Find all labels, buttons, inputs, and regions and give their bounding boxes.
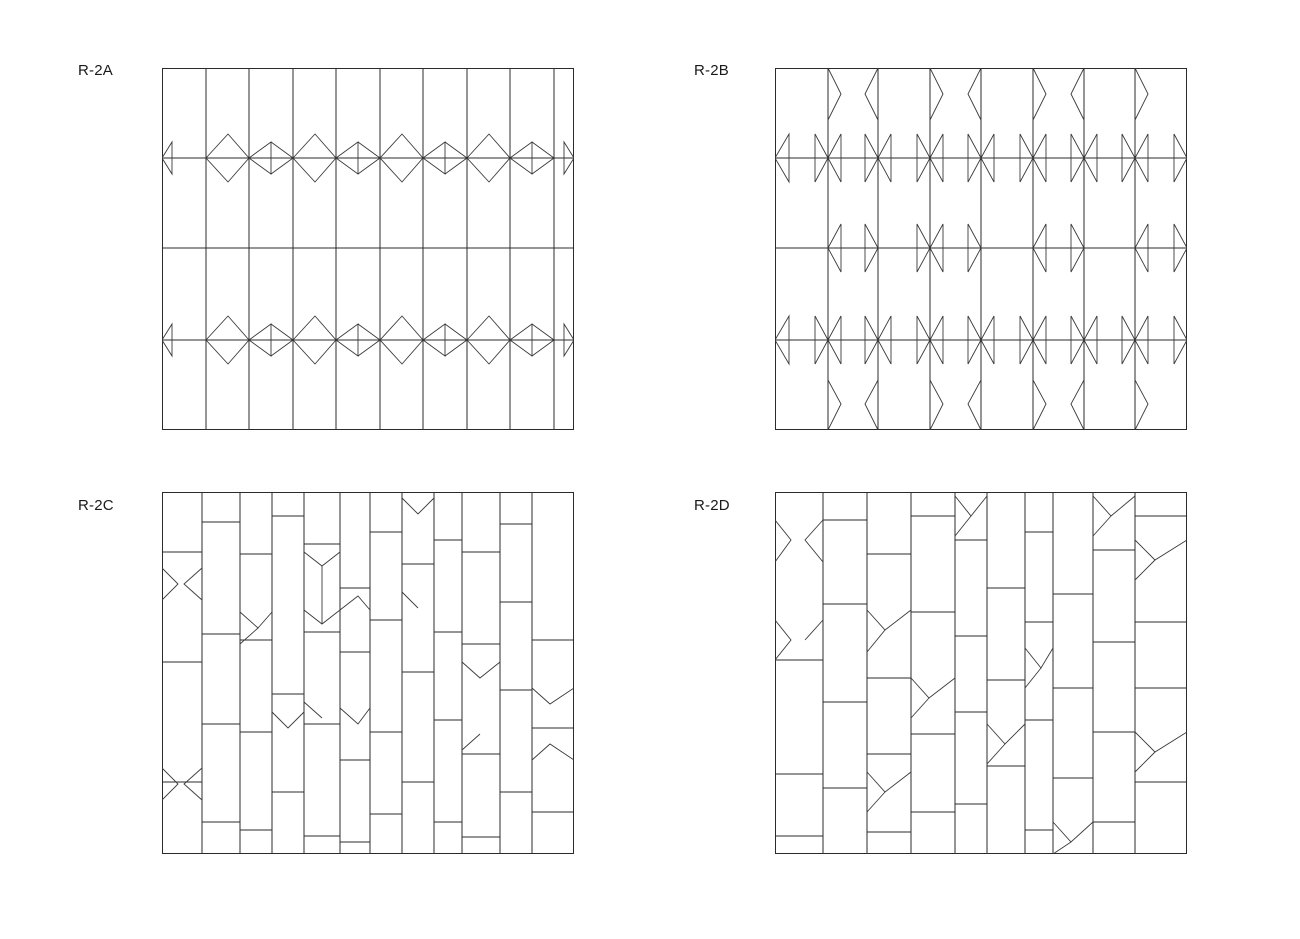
pattern-r2b [775, 68, 1187, 430]
pattern-r2d [775, 492, 1187, 854]
panel-frame [163, 69, 574, 430]
panel-figure-r2a [162, 68, 574, 430]
panel-label-r2c: R-2C [78, 497, 114, 514]
pattern-r2c [162, 492, 574, 854]
panel-figure-r2c [162, 492, 574, 854]
panel-frame [776, 493, 1187, 854]
panel-label-r2a: R-2A [78, 62, 113, 79]
panel-figure-r2b [775, 68, 1187, 430]
pattern-r2a [162, 68, 574, 430]
panel-figure-r2d [775, 492, 1187, 854]
panel-frame [163, 493, 574, 854]
panel-label-r2d: R-2D [694, 497, 730, 514]
panel-label-r2b: R-2B [694, 62, 729, 79]
